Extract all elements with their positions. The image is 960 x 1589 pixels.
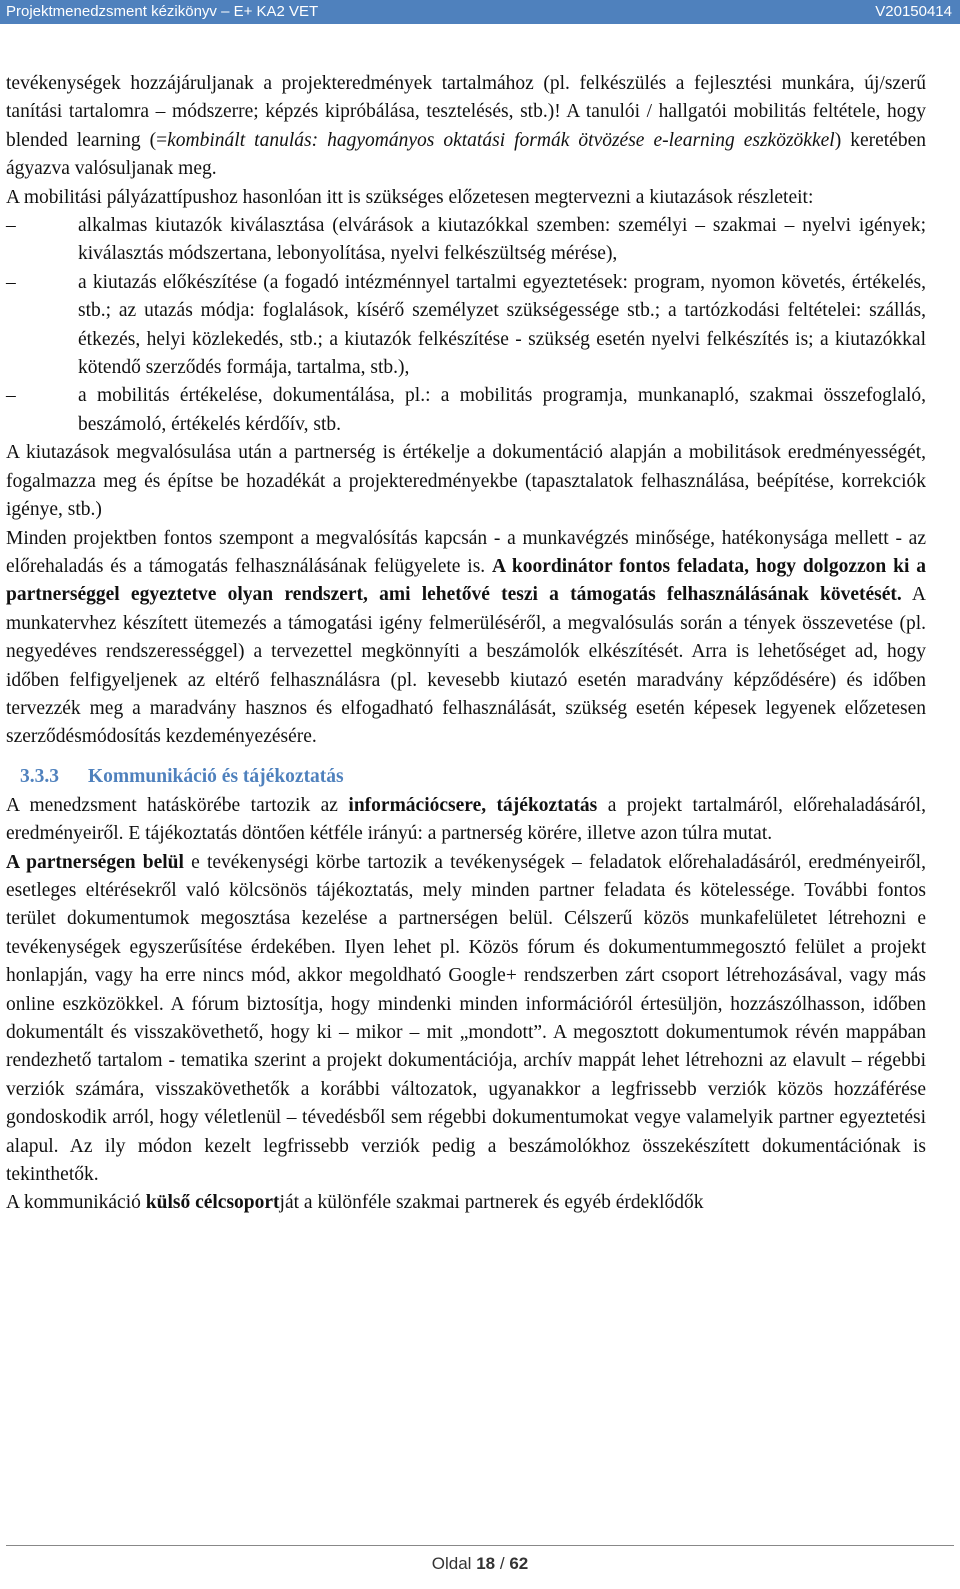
paragraph-text: A menedzsment hatáskörébe tartozik az (6, 794, 349, 816)
paragraph-text: ) keretében ágyazva valósuljanak meg. (6, 129, 926, 180)
section-heading (6, 763, 926, 791)
dash-bullet: – (6, 385, 16, 407)
paragraph-text: ját a különféle szakmai partnerek és egyéb érdeklődők (279, 1192, 704, 1214)
list-item-text: a kiutazás előkészítése (a fogadó intézménnyel tartalmi egyeztetések: program, nyomon követés, értékelés, stb.; az utazás módja: foglalások, kísérő személyzet szükségessége stb.; a tartózkodási feltételei: szállás, étkezés, helyi közlekedés, stb.; a kiutazók felkészítése - szükség esetén nyelvi felkészítés is; a kiutazókkal kötendő szerződés formája, tartalma, stb.), (78, 271, 926, 379)
page-header (0, 0, 960, 24)
page-footer (0, 1554, 960, 1574)
paragraph-evaluation: A kiutazások megvalósulása után a partnerség is értékelje a dokumentáció alapján a mobilitások eredményességét, fogalmazza meg és építse be hozadékát a projekteredményekbe (tapasztalatok felhasználása, beépítése, korrekciók igénye, stb.) (6, 442, 926, 521)
paragraph-monitoring (6, 525, 926, 752)
section-number: 3.3.3 (20, 765, 59, 787)
list-item (6, 382, 926, 439)
list-item (6, 212, 926, 269)
page-separator: / (499, 1554, 505, 1573)
list-item-text: alkalmas kiutazók kiválasztása (elvárások a kiutazókkal szemben: személyi – szakmai – nyelvi igények; kiválasztás módszertana, lebonyolítása, nyelvi felkészültség mérése), (78, 215, 926, 265)
paragraph-planning: A mobilitási pályázattípushoz hasonlóan itt is szükséges előzetesen megtervezni a kiutazások részleteit: (6, 186, 814, 208)
bold-emphasis: információcsere, tájékoztatás (348, 794, 598, 816)
bold-emphasis: külső célcsoport (145, 1192, 280, 1214)
paragraph-text: A kommunikáció (6, 1192, 146, 1214)
header-version: V20150414 (875, 3, 952, 20)
paragraph-text: e tevékenységi körbe tartozik a tevékenységek – feladatok előrehaladásáról, eredményeiről, esetleges eltérésekről való kölcsönös tájékoztatás, mely minden partner feladata és kötelessége. További fontos terület dokumentumok megosztása kezelése a partnerségen belül. Célszerű közös munkafelületet létrehozni e tevékenységek egyszerűsítése érdekében. Ilyen lehet pl. Közös fórum és dokumentummegosztó felület a projekt honlapján, vagy ha erre nincs mód, akkor megoldható Google+ rendszerben zárt csoport létrehozásával, vagy más online eszközökkel. A fórum biztosítja, hogy mindenki minden információról értesüljön, hozzászólhasson, időben dokumentált és visszakövethető, hogy ki – mikor – mit „mondott”. A megosztott dokumentumok révén mappában rendezhető tartalom - tematika szerint a projekt dokumentációja, archív mappát lehet létrehozni az elavult – régebbi verziók számára, visszakövethetők a korábbi változatok, ugyanakkor a legfrissebb verziók közös hozzáférése gondoskodik arról, hogy véletlenül – tévedésből sem régebbi dokumentumokat vegye valamelyik partner egyeztetési alapul. Az ily módon kezelt legfrissebb verziók pedig a beszámolókhoz összekészített dokumentációnak is tekinthetők. (6, 851, 926, 1186)
paragraph-external-communication (6, 1189, 926, 1217)
total-pages: 62 (509, 1554, 529, 1573)
list-item (6, 269, 926, 383)
dash-bullet: – (6, 271, 16, 293)
paragraph-mobility-intro (6, 70, 926, 184)
paragraph-text: a projekt tartalmáról, előrehaladásáról, eredményeiről. E tájékoztatás döntően kétféle irányú: a partnerség körére, illetve azon túlra mutat. (6, 794, 926, 845)
current-page: 18 (476, 1554, 496, 1573)
paragraph-communication-intro (6, 792, 926, 849)
footer-divider (6, 1545, 954, 1546)
paragraph-text: A munkatervhez készített ütemezés a támogatási igény felmerüléséről, a megvalósulás során a tények összevetése (pl. negyedéves rendszerességgel) a tervezettel megkönnyíti a beszámolók elkészítését. Arra is lehetőséget ad, hogy időben felfigyeljenek az eltérő felhasználásra (pl. kevesebb kiutazó esetén maradvány képződésére) és időben tervezzék meg a maradvány hasznos és elfogadható felhasználását, szükség esetén képesek legyenek előzetesen szerződésmódosítás kezdeményezésére. (6, 584, 927, 748)
page-label: Oldal (431, 1554, 472, 1573)
dash-list (6, 212, 926, 439)
paragraph-internal-communication (6, 849, 926, 1190)
list-item-text: a mobilitás értékelése, dokumentálása, pl.: a mobilitás programja, munkanapló, szakmai összefoglaló, beszámoló, értékelés kérdőív, stb. (78, 385, 926, 435)
paragraph-text: tevékenységek hozzájáruljanak a projekteredmények tartalmához (pl. felkészülés a fejlesztési munkára, új/szerű tanítási tartalomra – módszerre; képzés kipróbálása, tesztelésés, stb.)! A tanulói / hallgatói mobilitás feltétele, hogy blended learning (= (6, 73, 926, 151)
italic-definition: kombinált tanulás: hagyományos oktatási formák ötvözése e-learning eszközökkel (167, 129, 835, 151)
header-title: Projektmenedzsment kézikönyv – E+ KA2 VET (6, 3, 319, 20)
bold-emphasis: A partnerségen belül (6, 851, 184, 873)
paragraph-text: Minden projektben fontos szempont a megvalósítás kapcsán - a munkavégzés minősége, hatékonysága mellett - az előrehaladás és a támogatás felhasználásának felügyelete is. (6, 527, 926, 577)
document-body (6, 70, 926, 1218)
dash-bullet: – (6, 215, 16, 237)
bold-emphasis: A koordinátor fontos feladata, hogy dolgozzon ki a partnerséggel egyeztetve olyan rendszert, ami lehetővé teszi a támogatás felhasználásának követését. (6, 555, 926, 606)
section-title: Kommunikáció és tájékoztatás (88, 765, 344, 787)
